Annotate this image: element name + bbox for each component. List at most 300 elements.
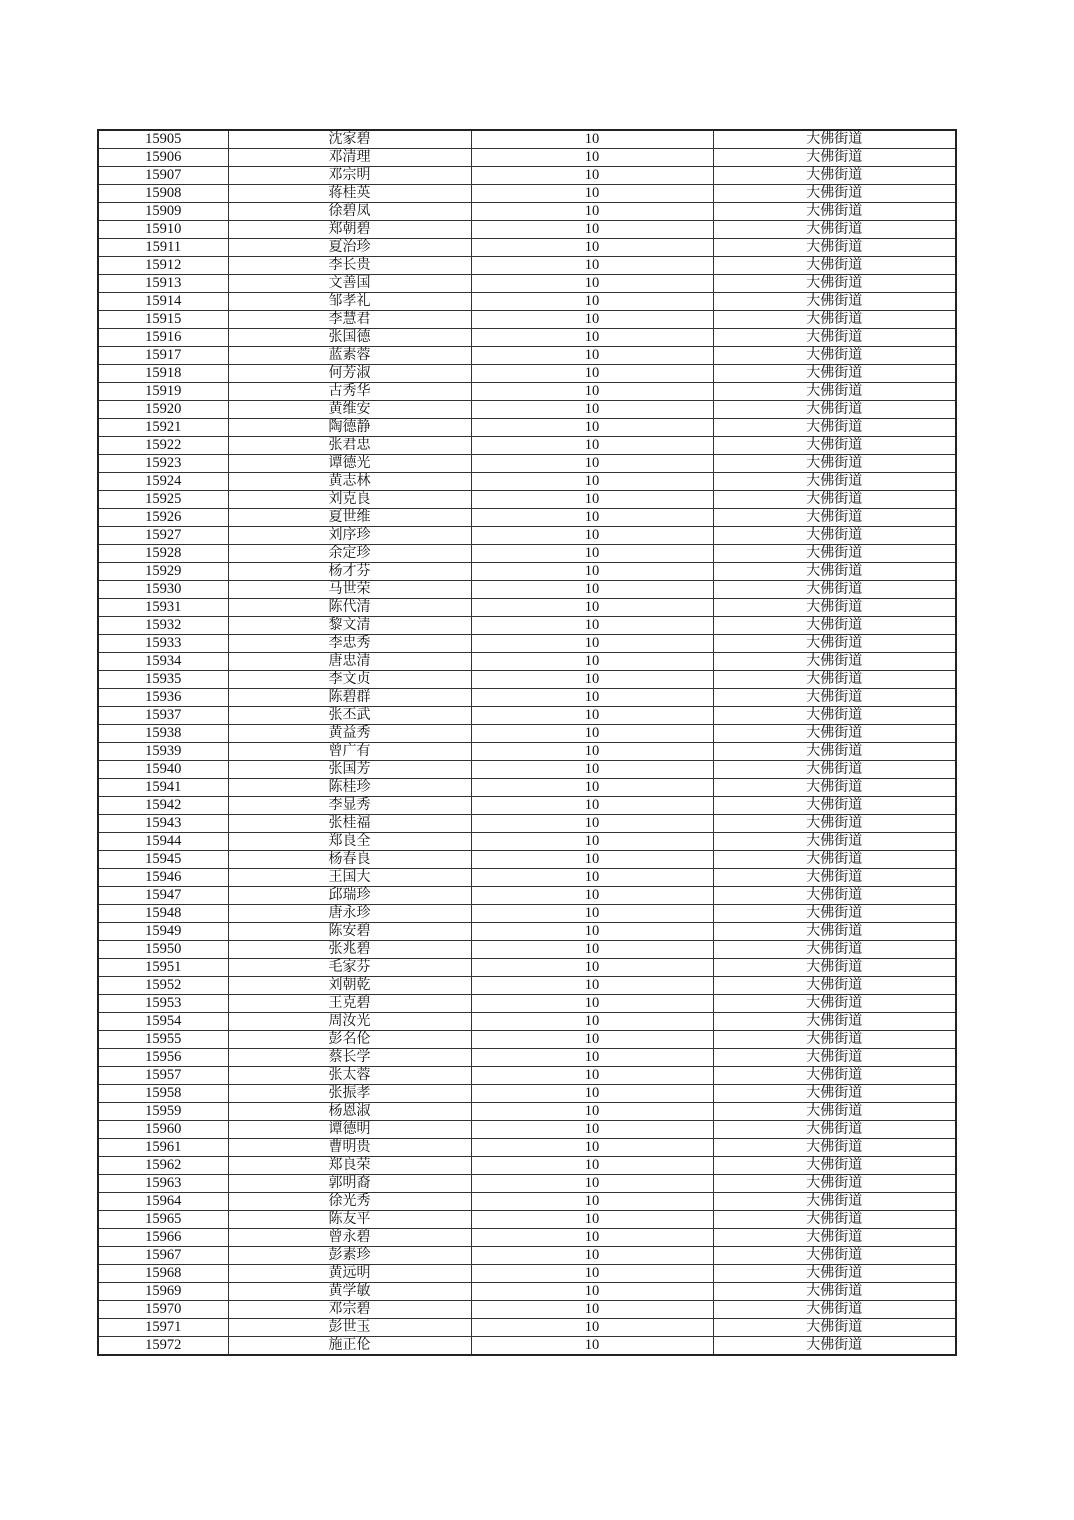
serial-number-cell: 15911 — [98, 239, 228, 257]
serial-number-cell: 15959 — [98, 1103, 228, 1121]
table-row — [98, 905, 956, 923]
subdistrict-cell: 大佛街道 — [713, 1103, 956, 1121]
table-row — [98, 1301, 956, 1319]
table-row — [98, 563, 956, 581]
subdistrict-cell: 大佛街道 — [713, 1067, 956, 1085]
subdistrict-cell: 大佛街道 — [713, 130, 956, 149]
subdistrict-cell: 大佛街道 — [713, 689, 956, 707]
name-cell: 刘朝乾 — [228, 977, 471, 995]
serial-number-cell: 15925 — [98, 491, 228, 509]
subdistrict-cell: 大佛街道 — [713, 1193, 956, 1211]
subdistrict-cell: 大佛街道 — [713, 905, 956, 923]
subdistrict-cell: 大佛街道 — [713, 239, 956, 257]
name-cell: 李忠秀 — [228, 635, 471, 653]
serial-number-cell: 15964 — [98, 1193, 228, 1211]
name-cell: 彭世玉 — [228, 1319, 471, 1337]
table-row — [98, 1175, 956, 1193]
amount-cell: 10 — [471, 761, 713, 779]
serial-number-cell: 15914 — [98, 293, 228, 311]
serial-number-cell: 15912 — [98, 257, 228, 275]
subdistrict-cell: 大佛街道 — [713, 1265, 956, 1283]
table-row — [98, 1103, 956, 1121]
table-row — [98, 437, 956, 455]
serial-number-cell: 15968 — [98, 1265, 228, 1283]
table-row — [98, 455, 956, 473]
subdistrict-cell: 大佛街道 — [713, 419, 956, 437]
subdistrict-cell: 大佛街道 — [713, 923, 956, 941]
serial-number-cell: 15969 — [98, 1283, 228, 1301]
subdistrict-cell: 大佛街道 — [713, 1283, 956, 1301]
serial-number-cell: 15933 — [98, 635, 228, 653]
serial-number-cell: 15934 — [98, 653, 228, 671]
amount-cell: 10 — [471, 293, 713, 311]
serial-number-cell: 15918 — [98, 365, 228, 383]
serial-number-cell: 15947 — [98, 887, 228, 905]
table-row — [98, 959, 956, 977]
serial-number-cell: 15965 — [98, 1211, 228, 1229]
table-row — [98, 1031, 956, 1049]
name-cell: 蔡长学 — [228, 1049, 471, 1067]
name-cell: 邓宗碧 — [228, 1301, 471, 1319]
subdistrict-cell: 大佛街道 — [713, 221, 956, 239]
subdistrict-cell: 大佛街道 — [713, 1013, 956, 1031]
amount-cell: 10 — [471, 203, 713, 221]
amount-cell: 10 — [471, 905, 713, 923]
serial-number-cell: 15941 — [98, 779, 228, 797]
subdistrict-cell: 大佛街道 — [713, 1031, 956, 1049]
serial-number-cell: 15950 — [98, 941, 228, 959]
subdistrict-cell: 大佛街道 — [713, 941, 956, 959]
amount-cell: 10 — [471, 347, 713, 365]
serial-number-cell: 15926 — [98, 509, 228, 527]
name-cell: 杨春良 — [228, 851, 471, 869]
amount-cell: 10 — [471, 869, 713, 887]
name-cell: 陈安碧 — [228, 923, 471, 941]
serial-number-cell: 15922 — [98, 437, 228, 455]
name-cell: 刘序珍 — [228, 527, 471, 545]
serial-number-cell: 15921 — [98, 419, 228, 437]
amount-cell: 10 — [471, 743, 713, 761]
table-row — [98, 599, 956, 617]
table-row — [98, 1265, 956, 1283]
name-cell: 李显秀 — [228, 797, 471, 815]
amount-cell: 10 — [471, 779, 713, 797]
table-row — [98, 869, 956, 887]
table-row — [98, 707, 956, 725]
name-cell: 沈家碧 — [228, 130, 471, 149]
name-cell: 张太蓉 — [228, 1067, 471, 1085]
subdistrict-cell: 大佛街道 — [713, 851, 956, 869]
table-row — [98, 653, 956, 671]
amount-cell: 10 — [471, 275, 713, 293]
subdistrict-cell: 大佛街道 — [713, 581, 956, 599]
amount-cell: 10 — [471, 1247, 713, 1265]
serial-number-cell: 15917 — [98, 347, 228, 365]
serial-number-cell: 15908 — [98, 185, 228, 203]
name-cell: 张桂福 — [228, 815, 471, 833]
subdistrict-cell: 大佛街道 — [713, 257, 956, 275]
name-cell: 郭明裔 — [228, 1175, 471, 1193]
subdistrict-cell: 大佛街道 — [713, 779, 956, 797]
serial-number-cell: 15970 — [98, 1301, 228, 1319]
amount-cell: 10 — [471, 617, 713, 635]
name-cell: 李慧君 — [228, 311, 471, 329]
serial-number-cell: 15928 — [98, 545, 228, 563]
table-row — [98, 293, 956, 311]
table-row — [98, 383, 956, 401]
name-cell: 黄志林 — [228, 473, 471, 491]
name-cell: 马世荣 — [228, 581, 471, 599]
serial-number-cell: 15955 — [98, 1031, 228, 1049]
subdistrict-cell: 大佛街道 — [713, 797, 956, 815]
subdistrict-cell: 大佛街道 — [713, 959, 956, 977]
serial-number-cell: 15924 — [98, 473, 228, 491]
name-cell: 施正伦 — [228, 1337, 471, 1356]
name-cell: 蒋桂英 — [228, 185, 471, 203]
name-cell: 彭素珍 — [228, 1247, 471, 1265]
amount-cell: 10 — [471, 257, 713, 275]
serial-number-cell: 15938 — [98, 725, 228, 743]
table-row — [98, 581, 956, 599]
table-row — [98, 1247, 956, 1265]
subdistrict-cell: 大佛街道 — [713, 599, 956, 617]
name-cell: 陈代清 — [228, 599, 471, 617]
amount-cell: 10 — [471, 833, 713, 851]
name-cell: 张兆碧 — [228, 941, 471, 959]
subdistrict-cell: 大佛街道 — [713, 1157, 956, 1175]
name-cell: 张丕武 — [228, 707, 471, 725]
subdistrict-cell: 大佛街道 — [713, 149, 956, 167]
serial-number-cell: 15910 — [98, 221, 228, 239]
serial-number-cell: 15961 — [98, 1139, 228, 1157]
name-cell: 曾永碧 — [228, 1229, 471, 1247]
name-cell: 邱瑞珍 — [228, 887, 471, 905]
amount-cell: 10 — [471, 959, 713, 977]
amount-cell: 10 — [471, 167, 713, 185]
table-row — [98, 617, 956, 635]
amount-cell: 10 — [471, 473, 713, 491]
amount-cell: 10 — [471, 527, 713, 545]
table-row — [98, 509, 956, 527]
table-row — [98, 347, 956, 365]
serial-number-cell: 15920 — [98, 401, 228, 419]
serial-number-cell: 15953 — [98, 995, 228, 1013]
amount-cell: 10 — [471, 599, 713, 617]
name-cell: 邓宗明 — [228, 167, 471, 185]
amount-cell: 10 — [471, 1337, 713, 1356]
amount-cell: 10 — [471, 1283, 713, 1301]
table-body — [98, 130, 956, 1355]
name-cell: 蓝素蓉 — [228, 347, 471, 365]
subdistrict-cell: 大佛街道 — [713, 401, 956, 419]
name-cell: 曾广有 — [228, 743, 471, 761]
serial-number-cell: 15972 — [98, 1337, 228, 1356]
subdistrict-cell: 大佛街道 — [713, 977, 956, 995]
table-row — [98, 149, 956, 167]
amount-cell: 10 — [471, 1121, 713, 1139]
name-cell: 陈友平 — [228, 1211, 471, 1229]
name-cell: 邹孝礼 — [228, 293, 471, 311]
subdistrict-cell: 大佛街道 — [713, 635, 956, 653]
name-cell: 曹明贵 — [228, 1139, 471, 1157]
table-row — [98, 797, 956, 815]
table-row — [98, 1139, 956, 1157]
name-cell: 谭德光 — [228, 455, 471, 473]
serial-number-cell: 15940 — [98, 761, 228, 779]
amount-cell: 10 — [471, 815, 713, 833]
name-cell: 郑朝碧 — [228, 221, 471, 239]
table-row — [98, 761, 956, 779]
name-cell: 唐忠清 — [228, 653, 471, 671]
serial-number-cell: 15956 — [98, 1049, 228, 1067]
subdistrict-cell: 大佛街道 — [713, 617, 956, 635]
amount-cell: 10 — [471, 1211, 713, 1229]
subdistrict-cell: 大佛街道 — [713, 293, 956, 311]
name-cell: 陈桂珍 — [228, 779, 471, 797]
name-cell: 黎文清 — [228, 617, 471, 635]
serial-number-cell: 15931 — [98, 599, 228, 617]
serial-number-cell: 15946 — [98, 869, 228, 887]
amount-cell: 10 — [471, 563, 713, 581]
data-table — [97, 129, 957, 1356]
serial-number-cell: 15923 — [98, 455, 228, 473]
subdistrict-cell: 大佛街道 — [713, 185, 956, 203]
subdistrict-cell: 大佛街道 — [713, 1121, 956, 1139]
subdistrict-cell: 大佛街道 — [713, 329, 956, 347]
table-row — [98, 1229, 956, 1247]
serial-number-cell: 15913 — [98, 275, 228, 293]
table-row — [98, 311, 956, 329]
name-cell: 张国芳 — [228, 761, 471, 779]
subdistrict-cell: 大佛街道 — [713, 455, 956, 473]
subdistrict-cell: 大佛街道 — [713, 707, 956, 725]
serial-number-cell: 15935 — [98, 671, 228, 689]
subdistrict-cell: 大佛街道 — [713, 1301, 956, 1319]
subdistrict-cell: 大佛街道 — [713, 1211, 956, 1229]
subdistrict-cell: 大佛街道 — [713, 1247, 956, 1265]
amount-cell: 10 — [471, 401, 713, 419]
subdistrict-cell: 大佛街道 — [713, 491, 956, 509]
subdistrict-cell: 大佛街道 — [713, 1085, 956, 1103]
amount-cell: 10 — [471, 887, 713, 905]
serial-number-cell: 15948 — [98, 905, 228, 923]
table-row — [98, 833, 956, 851]
serial-number-cell: 15962 — [98, 1157, 228, 1175]
table-row — [98, 1319, 956, 1337]
serial-number-cell: 15967 — [98, 1247, 228, 1265]
table-row — [98, 1211, 956, 1229]
table-row — [98, 1013, 956, 1031]
amount-cell: 10 — [471, 1157, 713, 1175]
serial-number-cell: 15927 — [98, 527, 228, 545]
amount-cell: 10 — [471, 509, 713, 527]
serial-number-cell: 15944 — [98, 833, 228, 851]
name-cell: 徐光秀 — [228, 1193, 471, 1211]
amount-cell: 10 — [471, 725, 713, 743]
subdistrict-cell: 大佛街道 — [713, 473, 956, 491]
name-cell: 毛家芬 — [228, 959, 471, 977]
amount-cell: 10 — [471, 1301, 713, 1319]
serial-number-cell: 15957 — [98, 1067, 228, 1085]
amount-cell: 10 — [471, 689, 713, 707]
subdistrict-cell: 大佛街道 — [713, 995, 956, 1013]
amount-cell: 10 — [471, 545, 713, 563]
amount-cell: 10 — [471, 1193, 713, 1211]
subdistrict-cell: 大佛街道 — [713, 509, 956, 527]
subdistrict-cell: 大佛街道 — [713, 545, 956, 563]
subdistrict-cell: 大佛街道 — [713, 671, 956, 689]
amount-cell: 10 — [471, 1049, 713, 1067]
name-cell: 何芳淑 — [228, 365, 471, 383]
subdistrict-cell: 大佛街道 — [713, 563, 956, 581]
subdistrict-cell: 大佛街道 — [713, 887, 956, 905]
amount-cell: 10 — [471, 1175, 713, 1193]
subdistrict-cell: 大佛街道 — [713, 725, 956, 743]
name-cell: 张君忠 — [228, 437, 471, 455]
table-row — [98, 743, 956, 761]
subdistrict-cell: 大佛街道 — [713, 815, 956, 833]
amount-cell: 10 — [471, 365, 713, 383]
subdistrict-cell: 大佛街道 — [713, 365, 956, 383]
amount-cell: 10 — [471, 437, 713, 455]
name-cell: 黄学敏 — [228, 1283, 471, 1301]
name-cell: 张振孝 — [228, 1085, 471, 1103]
table-row — [98, 635, 956, 653]
table-row — [98, 941, 956, 959]
serial-number-cell: 15963 — [98, 1175, 228, 1193]
serial-number-cell: 15945 — [98, 851, 228, 869]
name-cell: 周汝光 — [228, 1013, 471, 1031]
name-cell: 夏世维 — [228, 509, 471, 527]
subdistrict-cell: 大佛街道 — [713, 203, 956, 221]
name-cell: 彭名伦 — [228, 1031, 471, 1049]
name-cell: 郑良全 — [228, 833, 471, 851]
table-row — [98, 275, 956, 293]
amount-cell: 10 — [471, 149, 713, 167]
table-row — [98, 1157, 956, 1175]
table-row — [98, 185, 956, 203]
amount-cell: 10 — [471, 977, 713, 995]
serial-number-cell: 15932 — [98, 617, 228, 635]
name-cell: 陶德静 — [228, 419, 471, 437]
table-row — [98, 887, 956, 905]
table-row — [98, 329, 956, 347]
subdistrict-cell: 大佛街道 — [713, 743, 956, 761]
name-cell: 郑良荣 — [228, 1157, 471, 1175]
table-row — [98, 779, 956, 797]
table-row — [98, 545, 956, 563]
name-cell: 黄远明 — [228, 1265, 471, 1283]
name-cell: 徐碧凤 — [228, 203, 471, 221]
table-row — [98, 923, 956, 941]
table-row — [98, 130, 956, 149]
amount-cell: 10 — [471, 851, 713, 869]
subdistrict-cell: 大佛街道 — [713, 1175, 956, 1193]
name-cell: 杨恩淑 — [228, 1103, 471, 1121]
serial-number-cell: 15915 — [98, 311, 228, 329]
subdistrict-cell: 大佛街道 — [713, 527, 956, 545]
document-page — [97, 129, 955, 1356]
subdistrict-cell: 大佛街道 — [713, 869, 956, 887]
serial-number-cell: 15916 — [98, 329, 228, 347]
table-row — [98, 815, 956, 833]
name-cell: 邓清理 — [228, 149, 471, 167]
subdistrict-cell: 大佛街道 — [713, 275, 956, 293]
serial-number-cell: 15905 — [98, 130, 228, 149]
table-row — [98, 851, 956, 869]
serial-number-cell: 15930 — [98, 581, 228, 599]
amount-cell: 10 — [471, 1085, 713, 1103]
subdistrict-cell: 大佛街道 — [713, 347, 956, 365]
amount-cell: 10 — [471, 1031, 713, 1049]
serial-number-cell: 15952 — [98, 977, 228, 995]
table-row — [98, 419, 956, 437]
serial-number-cell: 15942 — [98, 797, 228, 815]
table-row — [98, 1337, 956, 1356]
subdistrict-cell: 大佛街道 — [713, 761, 956, 779]
table-row — [98, 1283, 956, 1301]
amount-cell: 10 — [471, 329, 713, 347]
table-row — [98, 977, 956, 995]
table-row — [98, 401, 956, 419]
amount-cell: 10 — [471, 1319, 713, 1337]
name-cell: 文善国 — [228, 275, 471, 293]
amount-cell: 10 — [471, 130, 713, 149]
serial-number-cell: 15936 — [98, 689, 228, 707]
amount-cell: 10 — [471, 239, 713, 257]
amount-cell: 10 — [471, 383, 713, 401]
serial-number-cell: 15929 — [98, 563, 228, 581]
name-cell: 杨才芬 — [228, 563, 471, 581]
amount-cell: 10 — [471, 491, 713, 509]
serial-number-cell: 15949 — [98, 923, 228, 941]
amount-cell: 10 — [471, 1229, 713, 1247]
serial-number-cell: 15943 — [98, 815, 228, 833]
name-cell: 黄维安 — [228, 401, 471, 419]
table-row — [98, 221, 956, 239]
subdistrict-cell: 大佛街道 — [713, 167, 956, 185]
table-row — [98, 239, 956, 257]
amount-cell: 10 — [471, 635, 713, 653]
table-row — [98, 167, 956, 185]
amount-cell: 10 — [471, 1265, 713, 1283]
serial-number-cell: 15958 — [98, 1085, 228, 1103]
amount-cell: 10 — [471, 671, 713, 689]
amount-cell: 10 — [471, 1103, 713, 1121]
name-cell: 李长贵 — [228, 257, 471, 275]
name-cell: 夏治珍 — [228, 239, 471, 257]
table-row — [98, 365, 956, 383]
subdistrict-cell: 大佛街道 — [713, 1319, 956, 1337]
table-row — [98, 1067, 956, 1085]
table-row — [98, 203, 956, 221]
amount-cell: 10 — [471, 1067, 713, 1085]
subdistrict-cell: 大佛街道 — [713, 437, 956, 455]
name-cell: 王国大 — [228, 869, 471, 887]
amount-cell: 10 — [471, 1013, 713, 1031]
amount-cell: 10 — [471, 707, 713, 725]
table-row — [98, 1121, 956, 1139]
table-row — [98, 1049, 956, 1067]
amount-cell: 10 — [471, 311, 713, 329]
amount-cell: 10 — [471, 797, 713, 815]
name-cell: 李文贞 — [228, 671, 471, 689]
serial-number-cell: 15954 — [98, 1013, 228, 1031]
serial-number-cell: 15919 — [98, 383, 228, 401]
name-cell: 唐永珍 — [228, 905, 471, 923]
subdistrict-cell: 大佛街道 — [713, 311, 956, 329]
serial-number-cell: 15906 — [98, 149, 228, 167]
